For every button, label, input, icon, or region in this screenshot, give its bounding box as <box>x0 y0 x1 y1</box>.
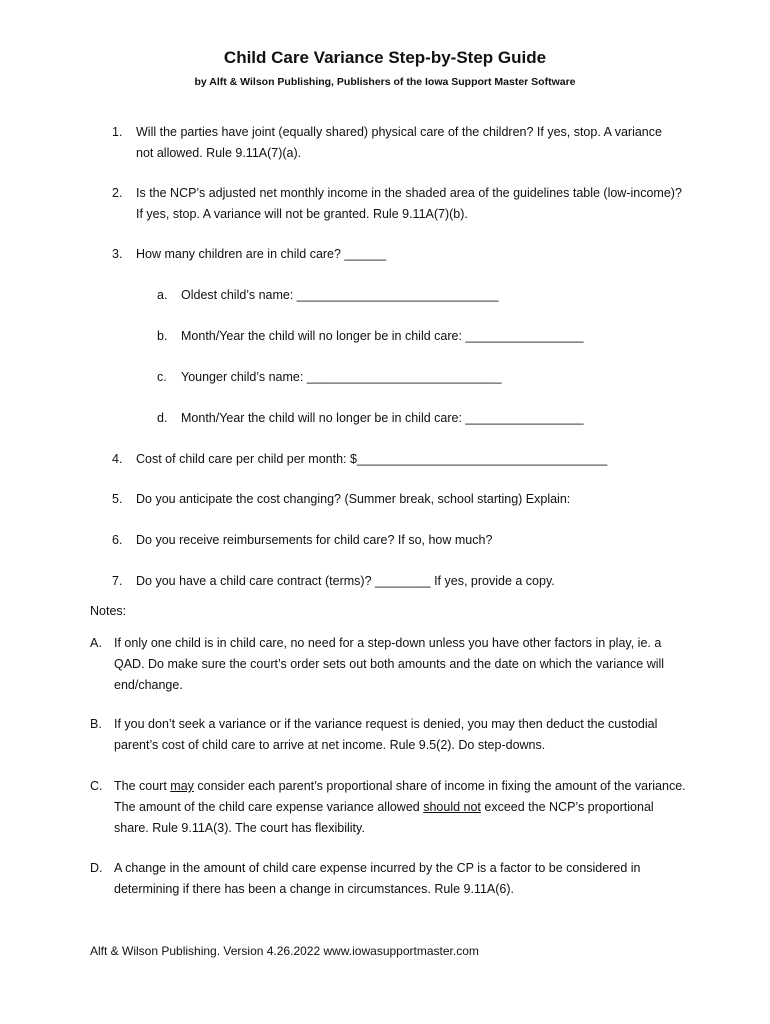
question-1 <box>112 122 682 164</box>
question-7 <box>112 571 682 592</box>
question-text: How many children are in child care? ______ <box>136 247 387 261</box>
question-text: Cost of child care per child per month: $____________________________________ <box>136 452 608 466</box>
question-number: 5. <box>112 492 123 506</box>
note-text: If only one child is in child care, no need for a step-down unless you have other factors in play, ie. a QAD. Do make sure the court’s order sets out both amounts and the date on which the variance will end/change. <box>114 636 665 692</box>
question-number: 1. <box>112 125 123 139</box>
note-d <box>90 858 690 900</box>
note-c <box>90 776 690 839</box>
emphasis-should-not: should not <box>423 800 481 814</box>
question-number: 6. <box>112 533 123 547</box>
note-text: If you don’t seek a variance or if the variance request is denied, you may then deduct the custodial parent’s cost of child care to arrive at net income. Rule 9.5(2). Do step-downs. <box>114 717 658 752</box>
question-text: Do you anticipate the cost changing? (Summer break, school starting) Explain: <box>136 492 571 506</box>
sub-question-a <box>157 285 667 306</box>
sub-question-text: Month/Year the child will no longer be in child care: _________________ <box>181 411 584 425</box>
sub-question-d <box>157 408 667 429</box>
notes-heading: Notes: <box>90 604 127 618</box>
sub-question-letter: d. <box>157 411 168 425</box>
question-6 <box>112 530 682 551</box>
question-text: Do you have a child care contract (terms)? ________ If yes, provide a copy. <box>136 574 555 588</box>
question-number: 2. <box>112 186 123 200</box>
sub-question-c <box>157 367 667 388</box>
question-number: 4. <box>112 452 123 466</box>
note-text-part: consider each parent’s proportional share of income in fixing the amount of the variance. The amount of the child care expense variance allowed <box>114 779 686 814</box>
sub-question-b <box>157 326 667 347</box>
question-number: 7. <box>112 574 123 588</box>
sub-question-text: Month/Year the child will no longer be in child care: _________________ <box>181 329 584 343</box>
question-text: Do you receive reimbursements for child care? If so, how much? <box>136 533 493 547</box>
note-text-part: exceed the NCP’s proportional share. Rule 9.11A(3). The court has flexibility. <box>114 800 654 835</box>
emphasis-may: may <box>170 779 194 793</box>
question-3 <box>112 244 682 265</box>
question-4 <box>112 449 682 470</box>
sub-question-text: Oldest child’s name: _____________________________ <box>181 288 499 302</box>
page-title: Child Care Variance Step-by-Step Guide <box>223 48 547 67</box>
question-text: Will the parties have joint (equally shared) physical care of the children? If yes, stop. A variance not allowed. Rule 9.11A(7)(a). <box>136 125 662 160</box>
note-letter: A. <box>90 636 102 650</box>
question-number: 3. <box>112 247 123 261</box>
note-b <box>90 714 690 756</box>
question-text: Is the NCP’s adjusted net monthly income in the shaded area of the guidelines table (low-income)? If yes, stop. A variance will not be granted. Rule 9.11A(7)(b). <box>136 186 682 221</box>
note-text <box>114 776 690 839</box>
question-5 <box>112 489 682 510</box>
note-letter: B. <box>90 717 102 731</box>
sub-question-letter: c. <box>157 370 167 384</box>
question-2 <box>112 183 682 225</box>
note-a <box>90 633 690 696</box>
note-letter: C. <box>90 779 103 793</box>
note-text-part: The court <box>114 779 171 793</box>
note-text: A change in the amount of child care expense incurred by the CP is a factor to be considered in determining if there has been a change in circumstances. Rule 9.11A(6). <box>114 861 641 896</box>
sub-question-letter: a. <box>157 288 168 302</box>
note-letter: D. <box>90 861 103 875</box>
sub-question-letter: b. <box>157 329 168 343</box>
sub-question-text: Younger child’s name: ____________________________ <box>181 370 502 384</box>
page-subtitle: by Alft & Wilson Publishing, Publishers of the Iowa Support Master Software <box>194 76 576 88</box>
page-footer: Alft & Wilson Publishing. Version 4.26.2022 www.iowasupportmaster.com <box>90 944 479 958</box>
